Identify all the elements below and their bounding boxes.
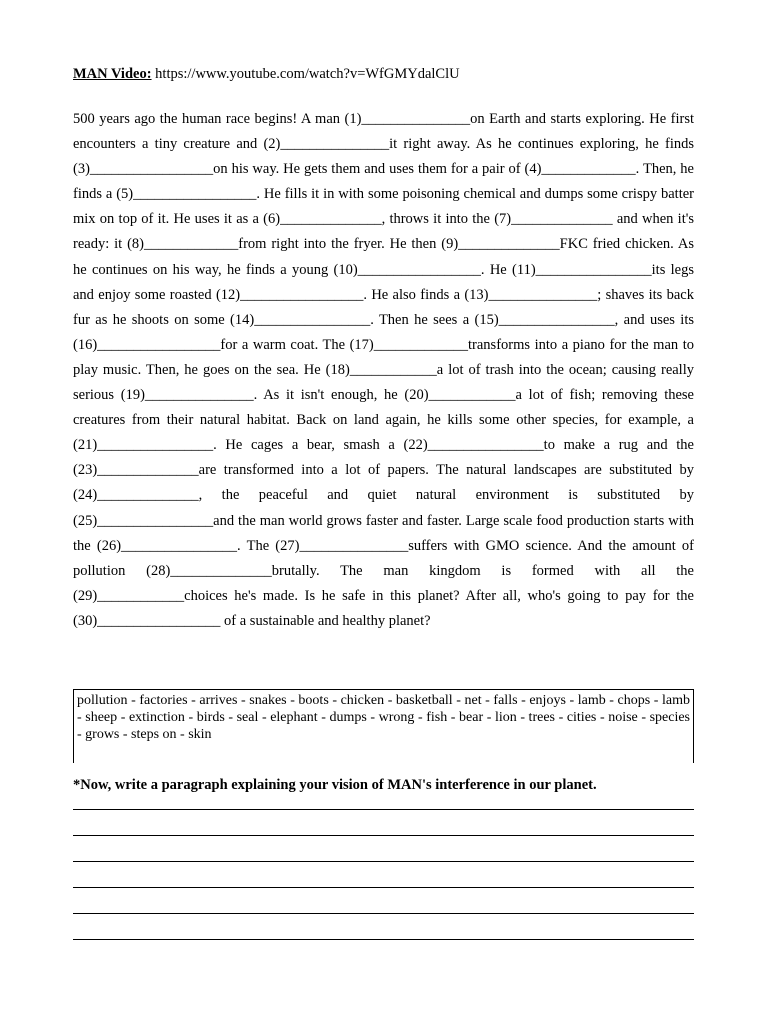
answer-line[interactable]: [73, 939, 694, 940]
answer-line[interactable]: [73, 887, 694, 888]
word-bank-text: pollution - factories - arrives - snakes - boots - chicken - basketball - net - falls - enjoys - lamb - chops - lamb - sheep - extinction - birds - seal - elephant - dumps - wrong - fish - bear - lion - trees - cities - noise - species - grows - steps on - skin: [77, 693, 690, 742]
answer-line[interactable]: [73, 861, 694, 862]
cloze-passage: 500 years ago the human race begins! A man (1)_______________on Earth and starts exploring. He first encounters a tiny creature and (2)_______________it right away. As he continues exploring, he finds (3)_________________on his way. He gets them and uses them for a pair of (4)_____________. Then, he finds a (5)_________________. He fills it in with some poisoning chemical and dumps some crispy batter mix on top of it. He uses it as a (6)______________, throws it into the (7)______________ and when it's ready: it (8)_____________from right into the fryer. He then (9)______________FKC fried chicken. As he continues on his way, he finds a young (10)_________________. He (11)________________its legs and enjoy some roasted (12)_________________. He also finds a (13)_______________; shaves its back fur as he shoots on some (14)________________. Then he sees a (15)________________, and uses its (16)_________________for a warm coat. The (17)_____________transforms into a piano for the man to play music. Then, he goes on the sea. He (18)____________a lot of trash into the ocean; causing really serious (19)_______________. As it isn't enough, he (20)____________a lot of fish; removing these creatures from their natural habitat. Back on land again, he kills some other species, for example, a (21)________________. He cages a bear, smash a (22)________________to make a rug and the (23)______________are transformed into a lot of papers. The natural landscapes are substituted by (24)______________, the peaceful and quiet natural environment is substituted by (25)________________and the man world grows faster and faster. Large scale food production starts with the (26)________________. The (27)_______________suffers with GMO science. And the amount of pollution (28)______________brutally. The man kingdom is formed with all the (29)____________choices he's made. Is he safe in this planet? After all, who's going to pay for the (30)_________________ of a sustainable and healthy planet?: [73, 111, 694, 629]
video-label: MAN Video:: [73, 66, 152, 82]
word-bank-box: [73, 689, 694, 763]
answer-line[interactable]: [73, 809, 694, 810]
answer-line[interactable]: [73, 913, 694, 914]
video-url[interactable]: https://www.youtube.com/watch?v=WfGMYdalClU: [155, 66, 460, 82]
video-header: [73, 66, 460, 83]
answer-line[interactable]: [73, 835, 694, 836]
writing-task-instruction: *Now, write a paragraph explaining your vision of MAN's interference in our planet.: [73, 777, 597, 793]
